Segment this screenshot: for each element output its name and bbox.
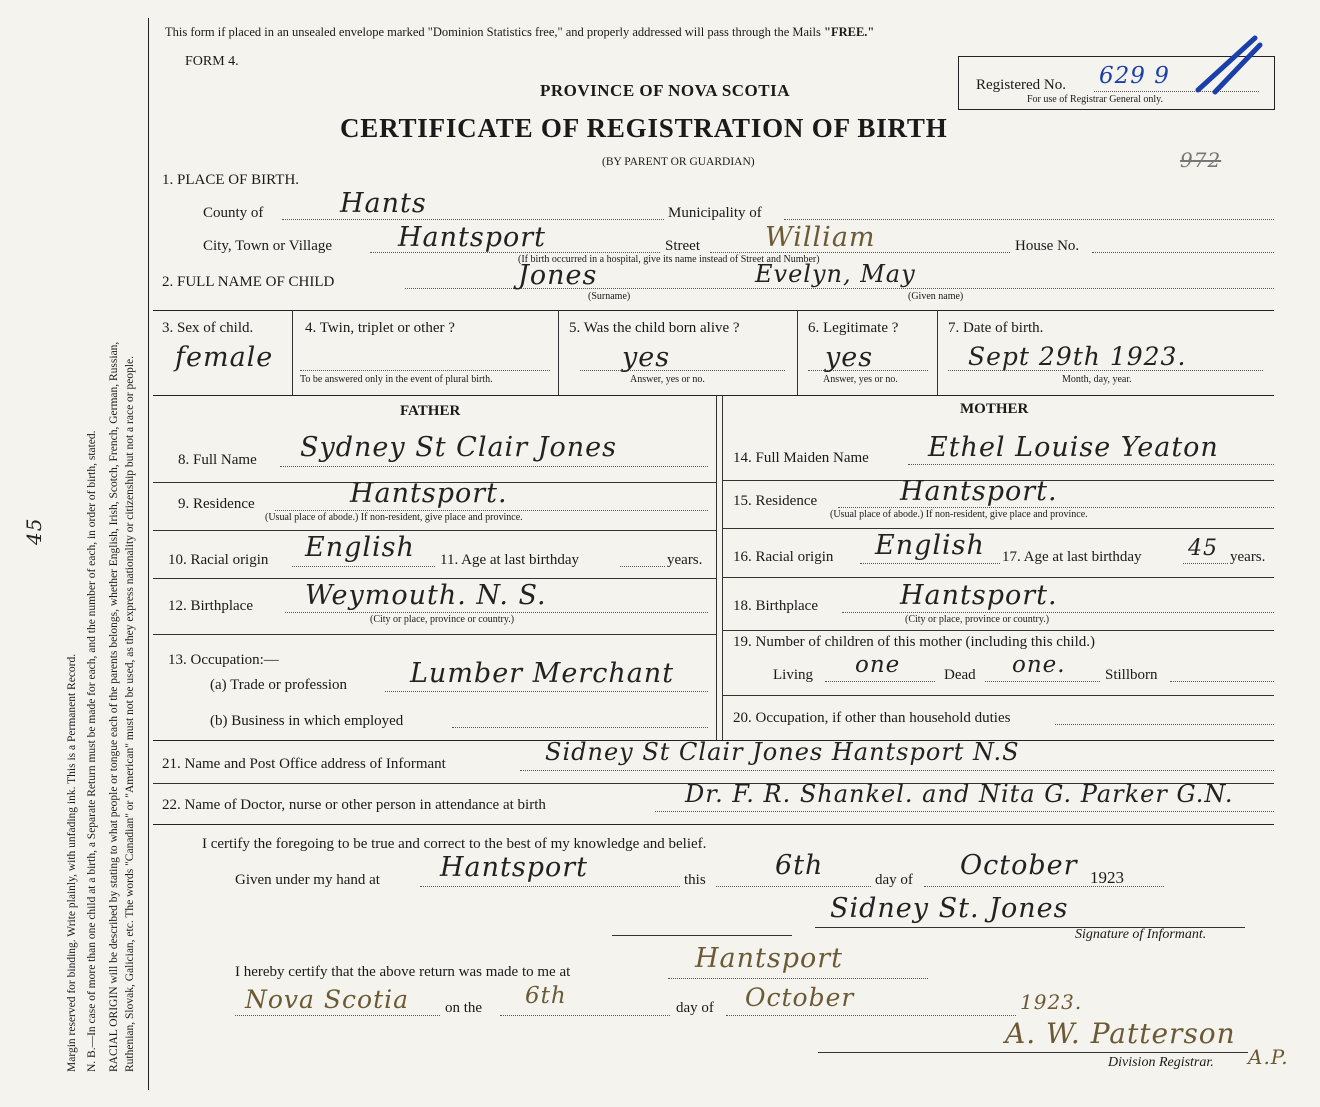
father-age-label: 11. Age at last birthday [440,552,579,568]
registrar-signature: A. W. Patterson [1005,1017,1236,1050]
child-name-label: 2. FULL NAME OF CHILD [162,274,335,290]
informant-value: Sidney St Clair Jones Hantsport N.S [545,738,1020,766]
given-under-label: Given under my hand at [235,872,380,888]
father-business-label: (b) Business in which employed [210,713,404,729]
municipality-label: Municipality of [668,205,762,221]
father-birthplace-value: Weymouth. N. S. [305,580,547,611]
cert-month-value: October [960,850,1078,881]
dob-label: 7. Date of birth. [948,320,1044,336]
father-residence-note: (Usual place of abode.) If non-resident, give place and province. [265,512,523,523]
registrar-day-of-label: day of [676,1000,714,1016]
legitimate-label: 6. Legitimate ? [808,320,899,336]
mother-stillborn-label: Stillborn [1105,667,1158,683]
mother-children-label: 19. Number of children of this mother (including this child.) [733,634,1096,650]
father-occupation-label: 13. Occupation:— [168,652,279,668]
dob-note: Month, day, year. [1062,374,1132,385]
street-label: Street [665,238,700,254]
father-birthplace-label: 12. Birthplace [168,598,253,614]
child-given-name-value: Evelyn, May [755,260,916,288]
registrar-province-value: Nova Scotia [245,985,410,1014]
cert-year-value: 1923 [1090,868,1124,887]
alive-value: yes [622,342,671,373]
father-name-label: 8. Full Name [178,452,257,468]
mother-age-label: 17. Age at last birthday [1002,549,1142,565]
margin-note-line-4: Ruthenian, Slovak, Galician, etc. The words "Canadian" or "American" must not be used, as they express nationality or citizenship but not a race or people. [124,355,136,1072]
surname-note: (Surname) [588,291,631,302]
given-place-value: Hantsport [440,852,589,883]
mother-dead-value: one. [1012,652,1066,678]
division-registrar-label: Division Registrar. [1108,1055,1214,1070]
corner-code: 972 [1180,148,1222,172]
child-surname-value: Jones [518,260,598,291]
father-trade-value: Lumber Merchant [410,658,675,689]
mother-racial-value: English [875,530,985,561]
province-heading: PROVINCE OF NOVA SCOTIA [540,81,791,100]
registrar-on-the-label: on the [445,1000,483,1016]
margin-border [148,18,149,1090]
attendant-label: 22. Name of Doctor, nurse or other person in attendance at birth [162,797,546,813]
mother-name-value: Ethel Louise Yeaton [928,432,1219,463]
mother-residence-label: 15. Residence [733,493,818,509]
mother-living-label: Living [773,667,813,683]
father-heading: FATHER [400,403,461,419]
margin-note-line-3: RACIAL ORIGIN will be described by stating to what people or tongue each of the parents belongs, whether English, Irish, Scotch, French, German, Russian, [108,341,120,1072]
father-racial-value: English [305,532,415,563]
this-label: this [684,872,706,888]
legitimate-note: Answer, yes or no. [823,374,898,385]
city-label: City, Town or Village [203,238,333,254]
mother-residence-value: Hantsport. [900,476,1058,507]
sex-value: female [175,342,274,373]
attendant-value: Dr. F. R. Shankel. and Nita G. Parker G.N. [685,780,1234,808]
registrar-statement: I hereby certify that the above return was made to me at [235,964,571,980]
mother-birthplace-label: 18. Birthplace [733,598,818,614]
certification-statement: I certify the foregoing to be true and correct to the best of my knowledge and belief. [202,836,707,852]
mother-age-value: 45 [1188,536,1218,561]
registrar-day-value: 6th [525,983,567,1009]
informant-label: 21. Name and Post Office address of Informant [162,756,446,772]
mother-birthplace-value: Hantsport. [900,580,1058,611]
registered-number: 629 9 [1099,63,1170,89]
mother-residence-note: (Usual place of abode.) If non-resident, give place and province. [830,509,1088,520]
mother-heading: MOTHER [960,401,1029,417]
legitimate-value: yes [825,342,874,373]
blue-ink-stroke [1190,30,1270,100]
father-birthplace-note: (City or place, province or country.) [370,614,515,625]
mother-dead-label: Dead [944,667,976,683]
twin-note: To be answered only in the event of plural birth. [300,374,493,385]
registrar-place-value: Hantsport [695,943,844,974]
registered-label: Registered No. [976,77,1066,93]
mother-name-label: 14. Full Maiden Name [733,450,869,466]
margin-handwritten-number: 45 [22,517,46,545]
father-residence-label: 9. Residence [178,496,255,512]
sex-label: 3. Sex of child. [162,320,254,336]
mother-birthplace-note: (City or place, province or country.) [905,614,1050,625]
cert-day-value: 6th [775,850,824,881]
page-subtitle: (BY PARENT OR GUARDIAN) [602,156,755,168]
twin-label: 4. Twin, triplet or other ? [305,320,455,336]
hospital-note: (If birth occurred in a hospital, give its name instead of Street and Number) [518,254,820,265]
city-value: Hantsport [398,222,547,253]
registrar-month-value: October [745,983,855,1012]
registrar-note: For use of Registrar General only. [1027,94,1163,105]
father-age-years: years. [667,552,703,568]
margin-note-line-1: Margin reserved for binding. Write plainly, with unfading ink. This is a Permanent Record. [66,653,78,1072]
mother-age-years: years. [1230,549,1266,565]
dob-value: Sept 29th 1923. [968,342,1187,371]
informant-signature: Sidney St. Jones [830,893,1069,924]
father-trade-label: (a) Trade or profession [210,677,348,693]
cert-day-of-label: day of [875,872,913,888]
page-title: CERTIFICATE OF REGISTRATION OF BIRTH [340,113,948,143]
house-number-label: House No. [1015,238,1080,254]
father-residence-value: Hantsport. [350,478,508,509]
registrar-year-value: 1923. [1020,990,1083,1014]
given-name-note: (Given name) [908,291,964,302]
alive-note: Answer, yes or no. [630,374,705,385]
father-racial-label: 10. Racial origin [168,552,269,568]
mail-notice: This form if placed in an unsealed envelope marked "Dominion Statistics free," and properly addressed will pass through the Mails "FREE." [165,25,875,39]
mother-racial-label: 16. Racial origin [733,549,834,565]
mother-living-value: one [855,652,901,678]
mother-occupation-label: 20. Occupation, if other than household duties [733,710,1011,726]
registrar-initials: A.P. [1248,1045,1289,1069]
alive-label: 5. Was the child born alive ? [569,320,740,336]
father-name-value: Sydney St Clair Jones [300,432,617,463]
street-value: William [765,222,876,253]
form-number: FORM 4. [185,54,239,69]
margin-note-line-2: N. B.—In case of more than one child at a birth, a Separate Return must be made for each, and the number of each, in order of birth, stated. [86,430,98,1072]
informant-signature-label: Signature of Informant. [1075,927,1207,942]
mail-notice-free: "FREE." [824,25,875,39]
county-value: Hants [340,188,427,219]
place-of-birth-heading: 1. PLACE OF BIRTH. [162,172,300,188]
county-label: County of [203,205,264,221]
